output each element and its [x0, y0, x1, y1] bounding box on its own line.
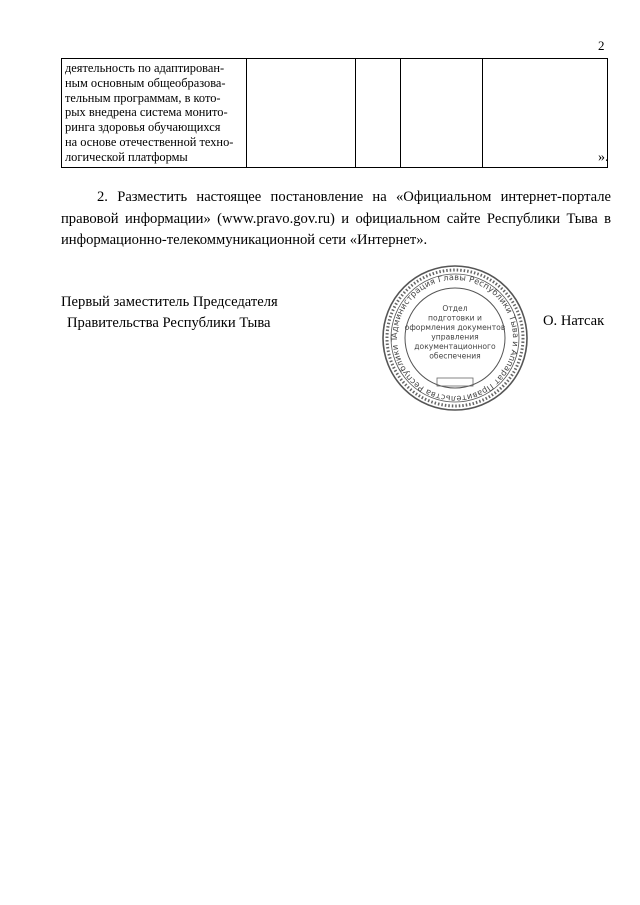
stamp-center-line: оформления документов [404, 323, 506, 332]
cell-text: деятельность по адаптирован- ным основным общеобразова- тельным программам, в кото- рых внедрена система монито- ринга здоровья обучающихся на основе отечественной техно- логической платформы [65, 61, 234, 164]
stamp-seal-icon [380, 263, 530, 413]
stamp-center-line: документационного [414, 342, 496, 351]
svg-text:Отделподготовки иоформления до [405, 304, 506, 361]
position-line-2: Правительства Республики Тыва [67, 315, 271, 331]
position-line-1: Первый заместитель Председателя [61, 294, 278, 310]
stamp-center-line: подготовки и [428, 313, 482, 323]
closing-quote-mark: ». [598, 150, 609, 165]
stamp-center-line: Отдел [442, 304, 468, 313]
signatory-name: О. Натсак [543, 313, 605, 329]
continuation-table [61, 58, 608, 168]
table-cell [356, 59, 401, 168]
stamp-center-line: обеспечения [429, 351, 481, 361]
table-row [62, 59, 608, 168]
paragraph-2: 2. Разместить настоящее постановление на «Официальном интернет-портале правовой информации» (www.pravo.gov.ru) и официальном сайте Республики Тыва в информационно-телекоммуникационной сети «Интернет». [61, 189, 611, 248]
page-number: 2 [598, 38, 605, 53]
table-cell [483, 59, 608, 168]
table-cell [247, 59, 356, 168]
signatory-position [61, 292, 278, 334]
svg-text:Администрация Главы Республики: Администрация Главы Республики Тыва и Аппарат Правительства Республики Т [388, 271, 522, 405]
official-stamp [380, 263, 530, 413]
table-cell-description [62, 59, 247, 168]
table-cell [401, 59, 483, 168]
stamp-center-line: управления [431, 332, 479, 342]
